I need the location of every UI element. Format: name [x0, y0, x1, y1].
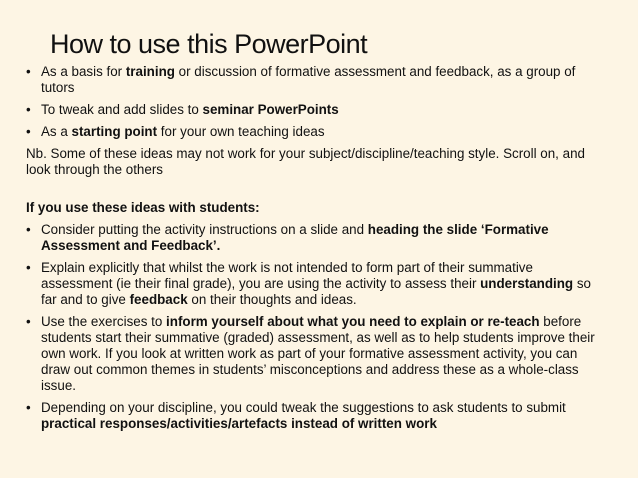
bullet-item: • Depending on your discipline, you could tweak the suggestions to ask students to submit practical responses/activities/artefacts instead of written work: [26, 400, 602, 432]
slide-title: How to use this PowerPoint: [50, 29, 368, 59]
bullet-item: • Consider putting the activity instructions on a slide and heading the slide ‘Formative Assessment and Feedback’.: [26, 222, 602, 254]
slide-content: [26, 64, 602, 438]
bullet-item: • Explain explicitly that whilst the work is not intended to form part of their summative assessment (ie their final grade), you are using the activity to assess their understanding so far and to give feedback on their thoughts and ideas.: [26, 260, 602, 308]
bullet-item: • As a starting point for your own teaching ideas: [26, 124, 602, 140]
bullet-item: • Use the exercises to inform yourself about what you need to explain or re-teach before students start their summative (graded) assessment, as well as to help students improve their own work. If you look at written work as part of your formative assessment activity, you can draw out common themes in students’ misconceptions and address these as a whole-class issue.: [26, 314, 602, 394]
students-heading: If you use these ideas with students:: [26, 200, 260, 215]
note-paragraph: Nb. Some of these ideas may not work for your subject/discipline/teaching style. Scroll on, and look through the others: [26, 146, 585, 177]
bullet-item: • To tweak and add slides to seminar PowerPoints: [26, 102, 602, 118]
bullet-item: • As a basis for training or discussion of formative assessment and feedback, as a group of tutors: [26, 64, 602, 96]
